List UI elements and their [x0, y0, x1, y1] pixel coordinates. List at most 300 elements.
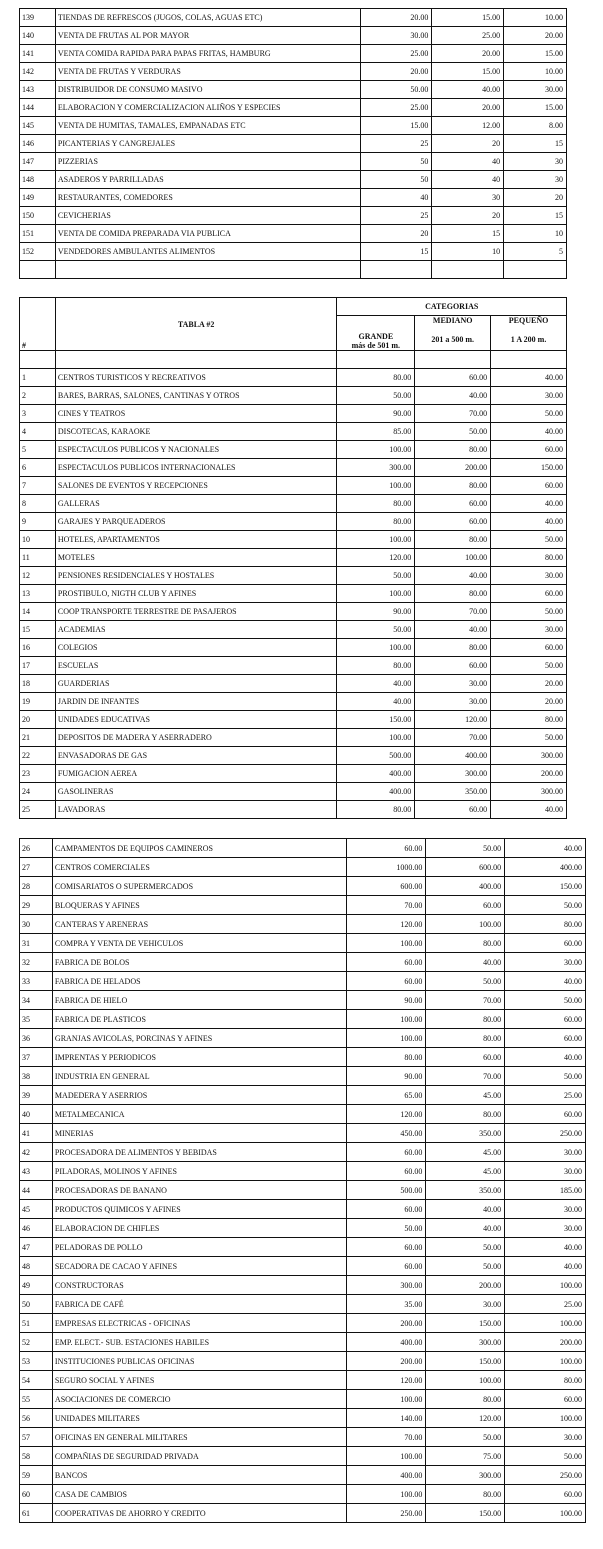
- mediano-value: 15.00: [432, 63, 504, 81]
- row-number: 27: [20, 858, 53, 877]
- activity-name: DISTRIBUIDOR DE CONSUMO MASIVO: [55, 81, 360, 99]
- table-row: [20, 783, 567, 801]
- row-number: 41: [20, 1124, 53, 1143]
- activity-name: BANCOS: [52, 1466, 347, 1485]
- mediano-value: 50.00: [415, 423, 491, 441]
- table-row: [20, 405, 567, 423]
- grande-value: 50.00: [337, 567, 415, 585]
- mediano-value: 150.00: [426, 1352, 505, 1371]
- row-number: 21: [20, 729, 56, 747]
- mediano-value: 60.00: [415, 801, 491, 819]
- table-row: [20, 1010, 586, 1029]
- activity-name: HOTELES, APARTAMENTOS: [55, 531, 337, 549]
- activity-name: GALLERAS: [55, 495, 337, 513]
- activity-name: VENTA DE FRUTAS Y VERDURAS: [55, 63, 360, 81]
- table-row: [20, 81, 567, 99]
- grande-value: 50.00: [347, 1219, 426, 1238]
- table-row: [20, 1086, 586, 1105]
- activity-name: FABRICA DE HIELO: [52, 991, 347, 1010]
- activity-name: GRANJAS AVICOLAS, PORCINAS Y AFINES: [52, 1029, 347, 1048]
- activity-name: VENTA COMIDA RAPIDA PARA PAPAS FRITAS, HAMBURG: [55, 45, 360, 63]
- row-number: 10: [20, 531, 56, 549]
- row-number: 18: [20, 675, 56, 693]
- pequeno-value: 40.00: [491, 801, 567, 819]
- mediano-value: 400.00: [415, 747, 491, 765]
- table-row: [20, 858, 586, 877]
- table-row: [20, 1200, 586, 1219]
- table-row: [20, 1428, 586, 1447]
- grande-value: 150.00: [337, 711, 415, 729]
- row-number: 144: [20, 99, 56, 117]
- grande-value: 100.00: [347, 1485, 426, 1504]
- grande-range: más de 501 m.: [351, 341, 401, 350]
- mediano-value: 45.00: [426, 1086, 505, 1105]
- pequeno-value: 10.00: [504, 9, 567, 27]
- pequeno-value: 400.00: [505, 858, 586, 877]
- row-number: 59: [20, 1466, 53, 1485]
- table-row: [20, 117, 567, 135]
- grande-value: 20.00: [360, 63, 432, 81]
- grande-value: 250.00: [347, 1504, 426, 1523]
- pequeno-value: 50.00: [491, 405, 567, 423]
- table-row: [20, 477, 567, 495]
- activity-name: PELADORAS DE POLLO: [52, 1238, 347, 1257]
- activity-name: LAVADORAS: [55, 801, 337, 819]
- activity-name: SECADORA DE CACAO Y AFINES: [52, 1257, 347, 1276]
- row-number: 11: [20, 549, 56, 567]
- pequeno-value: 20.00: [504, 27, 567, 45]
- mediano-header: [415, 316, 491, 351]
- activity-name: METALMECANICA: [52, 1105, 347, 1124]
- pequeno-value: 30.00: [505, 1219, 586, 1238]
- grande-value: 50: [360, 153, 432, 171]
- table-row: [20, 63, 567, 81]
- row-number: 23: [20, 765, 56, 783]
- row-number: 60: [20, 1485, 53, 1504]
- activity-name: VENTA DE HUMITAS, TAMALES, EMPANADAS ETC: [55, 117, 360, 135]
- table-row: [20, 839, 586, 858]
- table-row: [20, 1219, 586, 1238]
- mediano-value: 40.00: [432, 81, 504, 99]
- row-number: 30: [20, 915, 53, 934]
- activity-name: EMP. ELECT.- SUB. ESTACIONES HABILES: [52, 1333, 347, 1352]
- mediano-value: 30.00: [415, 693, 491, 711]
- pequeno-value: 30.00: [505, 1428, 586, 1447]
- row-number: 39: [20, 1086, 53, 1105]
- activity-name: COLEGIOS: [55, 639, 337, 657]
- pequeno-value: 50.00: [505, 1067, 586, 1086]
- pequeno-value: 185.00: [505, 1181, 586, 1200]
- row-number: 146: [20, 135, 56, 153]
- empty-cell: [360, 261, 432, 279]
- pequeno-value: 50.00: [491, 603, 567, 621]
- grande-value: 25: [360, 207, 432, 225]
- grande-value: 40.00: [337, 675, 415, 693]
- grande-value: 90.00: [347, 991, 426, 1010]
- row-number: 55: [20, 1390, 53, 1409]
- mediano-value: 75.00: [426, 1447, 505, 1466]
- row-number: 151: [20, 225, 56, 243]
- table-row: [20, 1162, 586, 1181]
- row-number: 29: [20, 896, 53, 915]
- mediano-value: 200.00: [426, 1276, 505, 1295]
- activity-name: MADEDERA Y ASERRIOS: [52, 1086, 347, 1105]
- activity-name: PRODUCTOS QUIMICOS Y AFINES: [52, 1200, 347, 1219]
- mediano-value: 40: [432, 171, 504, 189]
- row-number: 35: [20, 1010, 53, 1029]
- pequeno-value: 20.00: [491, 675, 567, 693]
- row-number: 38: [20, 1067, 53, 1086]
- mediano-value: 20: [432, 135, 504, 153]
- tabla-2-header-row-1: [20, 298, 567, 316]
- pequeno-value: 50.00: [491, 657, 567, 675]
- mediano-value: 300.00: [426, 1333, 505, 1352]
- mediano-value: 100.00: [415, 549, 491, 567]
- mediano-value: 200.00: [415, 459, 491, 477]
- grande-header: [337, 316, 415, 351]
- grande-value: 100.00: [337, 585, 415, 603]
- mediano-value: 100.00: [426, 915, 505, 934]
- grande-value: 400.00: [347, 1466, 426, 1485]
- grande-value: 400.00: [347, 1333, 426, 1352]
- grande-value: 80.00: [337, 657, 415, 675]
- pequeno-value: 30.00: [505, 1200, 586, 1219]
- table-row: [20, 1276, 586, 1295]
- table-row: [20, 765, 567, 783]
- mediano-value: 300.00: [415, 765, 491, 783]
- activity-name: COMPRA Y VENTA DE VEHICULOS: [52, 934, 347, 953]
- table-row: [20, 99, 567, 117]
- mediano-value: 45.00: [426, 1143, 505, 1162]
- row-number: 147: [20, 153, 56, 171]
- table-row: [20, 801, 567, 819]
- table-row: [20, 225, 567, 243]
- table-row: [20, 1143, 586, 1162]
- activity-name: COOP TRANSPORTE TERRESTRE DE PASAJEROS: [55, 603, 337, 621]
- pequeno-value: 40.00: [505, 1257, 586, 1276]
- tabla-2: [19, 297, 567, 819]
- pequeno-value: 40.00: [505, 1048, 586, 1067]
- row-number: 37: [20, 1048, 53, 1067]
- table-row: [20, 1352, 586, 1371]
- mediano-value: 40.00: [415, 567, 491, 585]
- pequeno-value: 100.00: [505, 1504, 586, 1523]
- activity-name: CINES Y TEATROS: [55, 405, 337, 423]
- grande-value: 35.00: [347, 1295, 426, 1314]
- activity-name: ASADEROS Y PARRILLADAS: [55, 171, 360, 189]
- pequeno-value: 40.00: [505, 972, 586, 991]
- table-row: [20, 621, 567, 639]
- mediano-value: 20.00: [432, 99, 504, 117]
- grande-value: 300.00: [347, 1276, 426, 1295]
- pequeno-value: 100.00: [505, 1352, 586, 1371]
- activity-name: PICANTERIAS Y CANGREJALES: [55, 135, 360, 153]
- empty-cell: [55, 261, 360, 279]
- grande-value: 200.00: [347, 1314, 426, 1333]
- table-row: [20, 603, 567, 621]
- table-row: [20, 657, 567, 675]
- table-row: [20, 171, 567, 189]
- grande-value: 450.00: [347, 1124, 426, 1143]
- pequeno-header: [491, 316, 567, 351]
- row-number: 43: [20, 1162, 53, 1181]
- mediano-value: 80.00: [426, 934, 505, 953]
- row-number: 140: [20, 27, 56, 45]
- pequeno-value: 100.00: [505, 1276, 586, 1295]
- table-row: [20, 1067, 586, 1086]
- row-number: 145: [20, 117, 56, 135]
- activity-name: ACADEMIAS: [55, 621, 337, 639]
- table-row: [20, 747, 567, 765]
- activity-name: INDUSTRIA EN GENERAL: [52, 1067, 347, 1086]
- grande-value: 70.00: [347, 1428, 426, 1447]
- mediano-value: 15: [432, 225, 504, 243]
- pequeno-value: 60.00: [491, 477, 567, 495]
- activity-name: CANTERAS Y ARENERAS: [52, 915, 347, 934]
- pequeno-value: 80.00: [505, 915, 586, 934]
- table-row: [20, 27, 567, 45]
- mediano-value: 60.00: [415, 369, 491, 387]
- pequeno-value: 60.00: [505, 1105, 586, 1124]
- row-number: 46: [20, 1219, 53, 1238]
- table-row: [20, 1295, 586, 1314]
- row-number: 24: [20, 783, 56, 801]
- grande-value: 30.00: [360, 27, 432, 45]
- mediano-value: 80.00: [415, 531, 491, 549]
- grande-value: 60.00: [347, 1143, 426, 1162]
- row-number: 47: [20, 1238, 53, 1257]
- row-number: 7: [20, 477, 56, 495]
- grande-value: 100.00: [347, 1447, 426, 1466]
- mediano-value: 50.00: [426, 1428, 505, 1447]
- table-row: [20, 207, 567, 225]
- activity-name: INSTITUCIONES PUBLICAS OFICINAS: [52, 1352, 347, 1371]
- fees-table-lower-body: [20, 839, 586, 1523]
- grande-value: 140.00: [347, 1409, 426, 1428]
- row-number: 25: [20, 801, 56, 819]
- table-row: [20, 1390, 586, 1409]
- mediano-value: 80.00: [426, 1105, 505, 1124]
- row-number: 26: [20, 839, 53, 858]
- grande-value: 60.00: [347, 839, 426, 858]
- row-number: 139: [20, 9, 56, 27]
- grande-value: 60.00: [347, 953, 426, 972]
- mediano-value: 40: [432, 153, 504, 171]
- mediano-value: 40.00: [426, 1200, 505, 1219]
- row-number: 42: [20, 1143, 53, 1162]
- mediano-value: 600.00: [426, 858, 505, 877]
- table-row: [20, 896, 586, 915]
- activity-name: PROSTIBULO, NIGTH CLUB Y AFINES: [55, 585, 337, 603]
- activity-name: PROCESADORA DE ALIMENTOS Y BEBIDAS: [52, 1143, 347, 1162]
- table-row: [20, 1314, 586, 1333]
- mediano-value: 50.00: [426, 972, 505, 991]
- mediano-value: 60.00: [426, 1048, 505, 1067]
- row-number: 54: [20, 1371, 53, 1390]
- fees-table-continued-body: [20, 9, 567, 279]
- table-row: [20, 495, 567, 513]
- activity-name: CONSTRUCTORAS: [52, 1276, 347, 1295]
- row-number: 56: [20, 1409, 53, 1428]
- table-row: [20, 693, 567, 711]
- grande-value: 90.00: [337, 405, 415, 423]
- grande-value: 80.00: [337, 801, 415, 819]
- fees-table-lower: [19, 838, 586, 1523]
- row-number: 36: [20, 1029, 53, 1048]
- row-number: 6: [20, 459, 56, 477]
- activity-name: SEGURO SOCIAL Y AFINES: [52, 1371, 347, 1390]
- mediano-value: 120.00: [426, 1409, 505, 1428]
- grande-value: 85.00: [337, 423, 415, 441]
- mediano-value: 30.00: [426, 1295, 505, 1314]
- table-row: [20, 915, 586, 934]
- table-row: [20, 1466, 586, 1485]
- activity-name: PENSIONES RESIDENCIALES Y HOSTALES: [55, 567, 337, 585]
- mediano-value: 70.00: [415, 405, 491, 423]
- grande-value: 100.00: [347, 934, 426, 953]
- activity-name: VENDEDORES AMBULANTES ALIMENTOS: [55, 243, 360, 261]
- table-row: [20, 567, 567, 585]
- activity-name: FABRICA DE BOLOS: [52, 953, 347, 972]
- table-row: [20, 953, 586, 972]
- table-row: [20, 1181, 586, 1200]
- pequeno-value: 80.00: [491, 711, 567, 729]
- pequeno-value: 60.00: [505, 1390, 586, 1409]
- row-number: 52: [20, 1333, 53, 1352]
- pequeno-value: 50.00: [491, 729, 567, 747]
- row-number: 34: [20, 991, 53, 1010]
- activity-name: FUMIGACION AEREA: [55, 765, 337, 783]
- table-row: [20, 135, 567, 153]
- mediano-value: 15.00: [432, 9, 504, 27]
- pequeno-value: 40.00: [505, 1238, 586, 1257]
- activity-name: COMISARIATOS O SUPERMERCADOS: [52, 877, 347, 896]
- grande-label: GRANDE: [358, 332, 394, 341]
- pequeno-value: 80.00: [505, 1371, 586, 1390]
- pequeno-value: 300.00: [491, 747, 567, 765]
- row-number: 150: [20, 207, 56, 225]
- activity-name: CENTROS COMERCIALES: [52, 858, 347, 877]
- tabla-2-body: [20, 369, 567, 819]
- pequeno-value: 20: [504, 189, 567, 207]
- grande-value: 200.00: [347, 1352, 426, 1371]
- row-number: 61: [20, 1504, 53, 1523]
- pequeno-value: 250.00: [505, 1124, 586, 1143]
- row-number: 1: [20, 369, 56, 387]
- mediano-value: 10: [432, 243, 504, 261]
- pequeno-value: 60.00: [505, 1029, 586, 1048]
- pequeno-value: 60.00: [491, 639, 567, 657]
- grande-value: 20.00: [360, 9, 432, 27]
- grande-value: 80.00: [347, 1048, 426, 1067]
- mediano-value: 30.00: [415, 675, 491, 693]
- grande-value: 100.00: [337, 477, 415, 495]
- pequeno-value: 150.00: [491, 459, 567, 477]
- mediano-value: 50.00: [426, 839, 505, 858]
- grande-value: 20: [360, 225, 432, 243]
- pequeno-value: 50.00: [505, 896, 586, 915]
- grande-value: 50: [360, 171, 432, 189]
- table-row: [20, 1257, 586, 1276]
- row-number: 22: [20, 747, 56, 765]
- grande-value: 120.00: [337, 549, 415, 567]
- activity-name: GARAJES Y PARQUEADEROS: [55, 513, 337, 531]
- row-number: 8: [20, 495, 56, 513]
- row-number: 33: [20, 972, 53, 991]
- activity-name: PIZZERIAS: [55, 153, 360, 171]
- grande-value: 500.00: [337, 747, 415, 765]
- pequeno-value: 30.00: [505, 953, 586, 972]
- table-row: [20, 877, 586, 896]
- activity-name: UNIDADES MILITARES: [52, 1409, 347, 1428]
- pequeno-value: 30.00: [505, 1143, 586, 1162]
- pequeno-value: 30.00: [504, 81, 567, 99]
- grande-value: 100.00: [337, 729, 415, 747]
- activity-name: ENVASADORAS DE GAS: [55, 747, 337, 765]
- activity-name: IMPRENTAS Y PERIODICOS: [52, 1048, 347, 1067]
- grande-value: 500.00: [347, 1181, 426, 1200]
- table-row: [20, 153, 567, 171]
- mediano-value: 350.00: [415, 783, 491, 801]
- table-row: [20, 675, 567, 693]
- row-number: 2: [20, 387, 56, 405]
- row-number: 148: [20, 171, 56, 189]
- table-row: [20, 1333, 586, 1352]
- row-number: 19: [20, 693, 56, 711]
- grande-value: 100.00: [337, 531, 415, 549]
- table-row: [20, 1409, 586, 1428]
- activity-name: ESPECTACULOS PUBLICOS Y NACIONALES: [55, 441, 337, 459]
- row-number: 57: [20, 1428, 53, 1447]
- activity-name: ELABORACION DE CHIFLES: [52, 1219, 347, 1238]
- grande-value: 60.00: [347, 972, 426, 991]
- table-row: [20, 934, 586, 953]
- grande-value: 25.00: [360, 99, 432, 117]
- pequeno-value: 200.00: [491, 765, 567, 783]
- mediano-value: 80.00: [426, 1390, 505, 1409]
- mediano-value: 40.00: [426, 953, 505, 972]
- table-row: [20, 243, 567, 261]
- table-row: [20, 549, 567, 567]
- pequeno-value: 60.00: [505, 1010, 586, 1029]
- mediano-label: MEDIANO: [432, 316, 473, 325]
- pequeno-value: 30.00: [491, 621, 567, 639]
- pequeno-value: 60.00: [491, 585, 567, 603]
- row-number: 152: [20, 243, 56, 261]
- pequeno-value: 30: [504, 153, 567, 171]
- grande-value: 50.00: [337, 621, 415, 639]
- row-number: 141: [20, 45, 56, 63]
- row-number: 58: [20, 1447, 53, 1466]
- mediano-value: 120.00: [415, 711, 491, 729]
- tabla-2-title: TABLA #2: [55, 298, 337, 351]
- activity-name: JARDIN DE INFANTES: [55, 693, 337, 711]
- row-number: 32: [20, 953, 53, 972]
- pequeno-value: 250.00: [505, 1466, 586, 1485]
- pequeno-value: 60.00: [491, 441, 567, 459]
- pequeno-value: 40.00: [491, 369, 567, 387]
- mediano-value: 40.00: [415, 621, 491, 639]
- pequeno-value: 5: [504, 243, 567, 261]
- row-number: 44: [20, 1181, 53, 1200]
- grande-value: 120.00: [347, 1105, 426, 1124]
- table-row: [20, 9, 567, 27]
- row-number: 143: [20, 81, 56, 99]
- pequeno-value: 150.00: [505, 877, 586, 896]
- mediano-value: 300.00: [426, 1466, 505, 1485]
- pequeno-value: 80.00: [491, 549, 567, 567]
- grande-value: 60.00: [347, 1200, 426, 1219]
